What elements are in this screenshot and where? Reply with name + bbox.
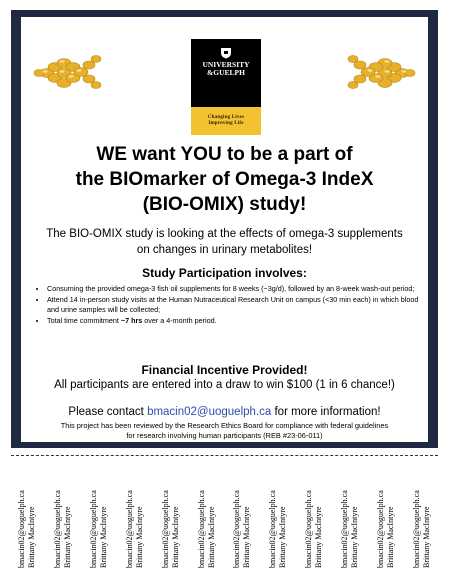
- tear-off-tab[interactable]: bmacin02@uoguelph.ca Brittany MacIntyre: [160, 490, 180, 568]
- participation-item: • Attend 14 in-person study visits at the Human Nutraceutical Research Unit on campus (<30 min each) in which blood and urine samples will be collected;: [47, 295, 420, 315]
- poster-body: [21, 17, 428, 442]
- tear-off-tab[interactable]: bmacin02@uoguelph.ca Brittany MacIntyre: [124, 490, 144, 568]
- contact-line: Please contact bmacin02@uoguelph.ca for more information!: [68, 406, 381, 418]
- tear-off-tab[interactable]: bmacin02@uoguelph.ca Brittany MacIntyre: [17, 490, 36, 568]
- tear-off-tab[interactable]: bmacin02@uoguelph.ca Brittany MacIntyre: [411, 490, 431, 568]
- tear-off-tab[interactable]: bmacin02@uoguelph.ca Brittany MacIntyre: [88, 490, 108, 568]
- fish-oil-capsules-image: [344, 43, 420, 101]
- tear-off-tab[interactable]: bmacin02@uoguelph.ca Brittany MacIntyre: [196, 490, 216, 568]
- logo-tagline-band: [191, 107, 261, 135]
- ethics-statement: This project has been reviewed by the Research Ethics Board for compliance with federal guidelines for research involving human participants (REB #23-06-011): [60, 421, 389, 440]
- tear-off-tabs: [11, 458, 438, 568]
- description-line1: The BIO-OMIX study is looking at the effects of omega-3 supplements: [46, 228, 403, 240]
- tear-off-tab[interactable]: bmacin02@uoguelph.ca Brittany MacIntyre: [268, 490, 288, 568]
- poster-title: [21, 142, 428, 217]
- participation-item: • Total time commitment ~7 hrs over a 4-month period.: [47, 316, 420, 326]
- tear-off-tab[interactable]: bmacin02@uoguelph.ca Brittany MacIntyre: [52, 490, 72, 568]
- poster-frame: [11, 10, 438, 448]
- tear-off-tab[interactable]: bmacin02@uoguelph.ca Brittany MacIntyre: [232, 490, 252, 568]
- tear-off-tab[interactable]: bmacin02@uoguelph.ca Brittany MacIntyre: [376, 490, 396, 568]
- financial-heading: Financial Incentive Provided!: [141, 363, 308, 377]
- title-line3: (BIO-OMIX) study!: [142, 194, 307, 215]
- financial-text: All participants are entered into a draw to win $100 (1 in 6 chance!): [54, 379, 395, 391]
- fish-oil-capsules-image: [29, 43, 105, 101]
- description-line2: on changes in urinary metabolites!: [136, 244, 313, 256]
- tear-off-tab[interactable]: bmacin02@uoguelph.ca Brittany MacIntyre: [304, 490, 324, 568]
- university-name: UNIVERSITY &GUELPH: [202, 60, 250, 77]
- participation-heading: Study Participation involves:: [142, 266, 307, 280]
- tagline-line2: Improving Life: [208, 121, 244, 126]
- title-line1: WE want YOU to be a part of: [96, 144, 353, 165]
- participation-list: [29, 284, 420, 326]
- tagline-line1: Changing Lives: [207, 115, 245, 120]
- university-logo: [191, 39, 261, 135]
- contact-email-link[interactable]: bmacin02@uoguelph.ca: [147, 406, 272, 418]
- tear-off-line: [11, 455, 438, 456]
- tear-off-tab[interactable]: bmacin02@uoguelph.ca Brittany MacIntyre: [340, 490, 360, 568]
- study-description: [27, 226, 422, 258]
- participation-item: • Consuming the provided omega-3 fish oil supplements for 8 weeks (~3g/d), followed by an 8-week wash-out period;: [47, 284, 420, 294]
- crest-icon: [219, 47, 233, 59]
- title-line2: the BIOmarker of Omega-3 IndeX: [75, 169, 374, 190]
